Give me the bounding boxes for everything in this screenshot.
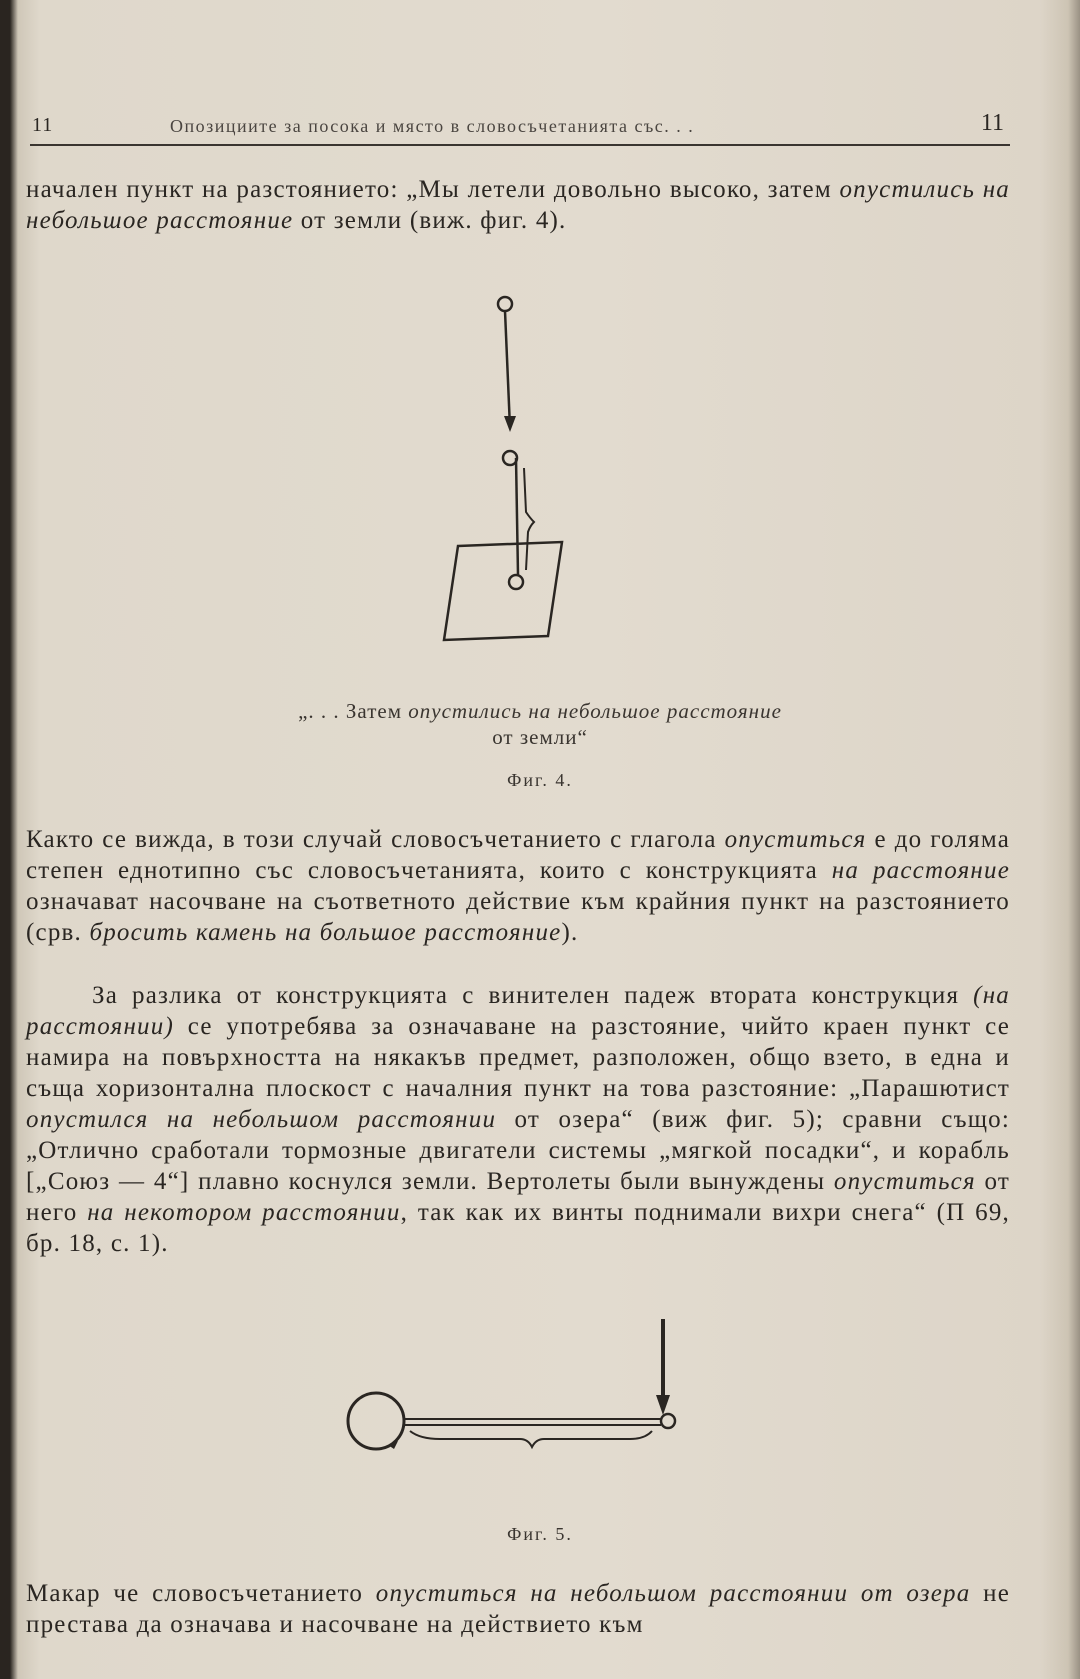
- figure-5-label: Фиг. 5.: [507, 1524, 573, 1544]
- page-header: [30, 108, 1010, 146]
- brace-icon: [410, 1431, 652, 1447]
- arrow-down-icon: [656, 1395, 670, 1415]
- start-point-icon: [498, 297, 512, 311]
- landing-point-icon: [661, 1414, 675, 1428]
- italic-run: опустились на небольшое расстояние: [26, 176, 1010, 234]
- figure-4-caption: [0, 698, 1080, 750]
- descent-line: [505, 311, 510, 428]
- caption-line: от земли“: [492, 725, 588, 749]
- paragraph-4: Макар че словосъчетанието опуститься на небольшом расстоянии от озера не престава да означава и насочване на действието към: [26, 1580, 1011, 1638]
- figure-4-diagram: [440, 290, 600, 650]
- page-number-right: 11: [980, 110, 1004, 136]
- text-run: от земли (виж. фиг. 4).: [293, 207, 567, 234]
- paragraph-2: Както се вижда, в този случай словосъчетанието с глагола опуститься е до голяма степен еднотипно със словосъчетанията, които с конструкцията на расстояние означават насочване на съответното действие към крайния пункт на разстоянието (срв. бросить камень на большое расстояние).: [26, 826, 1011, 946]
- arrow-down-icon: [504, 416, 516, 432]
- distance-line: [516, 458, 518, 575]
- caption-line: „. . . Затем опустились на небольшое расстояние: [298, 699, 782, 723]
- paragraph-1: [26, 174, 1010, 236]
- lake-circle: [348, 1393, 404, 1449]
- figure-5-diagram: [340, 1315, 700, 1455]
- ground-plane: [444, 542, 562, 640]
- end-point-icon: [509, 575, 523, 589]
- running-title: Опозициите за посока и място в словосъчетанията със. . .: [170, 116, 695, 136]
- brace-icon: [524, 468, 534, 570]
- paragraph-3: За разлика от конструкцията с винителен падеж втората конструкция (на расстоянии) се употребява за означаване на разстояние, чийто краен пункт се намира на повърхността на някакъв предмет, разположен, общо взето, в една и съща хоризонтална плоскост с началния пункт на това разстояние: „Парашютист опустился на небольшом расстоянии от озера“ (виж фиг. 5); сравни също: „Отлично сработали тормозные двигатели системы „мягкой посадки“, и корабль [„Союз — 4“] плавно коснулся земли. Вертолеты были вынуждены опуститься от него на некотором расстоянии, так как их винты поднимали вихри снега“ (П 69, бр. 18, с. 1).: [26, 982, 1010, 1257]
- page-number-left: 11: [32, 114, 54, 136]
- text-run: начален пункт на разстоянието: „Мы летели довольно высоко, затем: [26, 176, 840, 203]
- figure-4-label: Фиг. 4.: [507, 770, 573, 790]
